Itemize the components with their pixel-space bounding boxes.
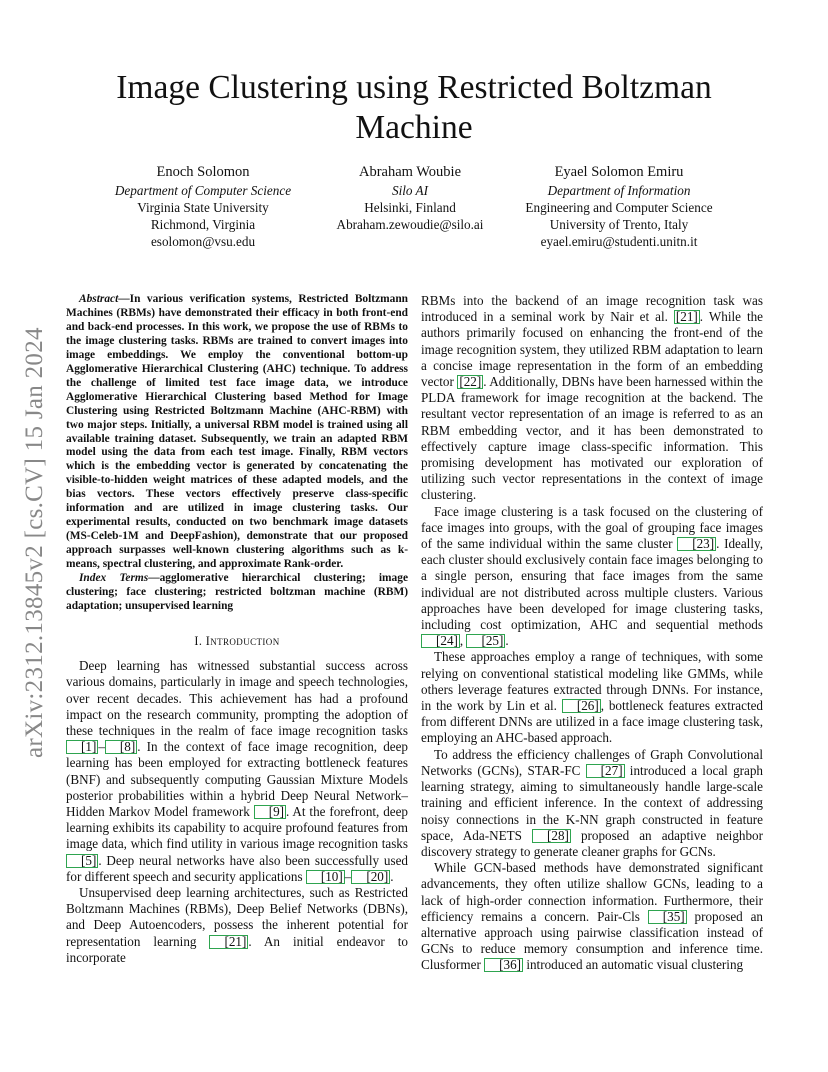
text-run: introduced a local graph learning strategy, aiming to simultaneously handle large-scale training and efficient inference. In the context of addressing noisy connections in the K-NN graph constructed in feature space, Ada-NETS	[421, 762, 763, 843]
text-run: –	[98, 739, 105, 755]
text-run: proposed an alternative approach using pairwise classification instead of GCNs to reduce memory consumption and inference time. Clusformer	[421, 908, 763, 973]
author-department-line2: Engineering and Computer Science	[525, 200, 713, 215]
text-run: Deep learning has witnessed substantial success across various domains, particularly in image and speech technologies, over recent decades. This achievement has had a profound impact on the research community, prompting the adoption of these techniques in the realm of face image recognition tasks	[66, 658, 408, 738]
section-heading-introduction: I. Introduction	[194, 633, 280, 648]
text-run: proposed an adaptive neighbor discovery strategy to generate cleaner graphs for GCNs.	[421, 827, 763, 859]
text-run: introduced an automatic visual clustering	[523, 957, 744, 973]
citation-link[interactable]: [24]	[421, 634, 460, 648]
text-run: These approaches employ a range of techniques, with some relying on conventional statistical modeling like GMMs, while others leverage features extracted through DNNs. For instance, in the work by Lin et al.	[421, 649, 763, 714]
author-institution: Virginia State University	[137, 200, 269, 215]
author-block	[499, 163, 739, 250]
abstract-label: Abstract	[79, 293, 119, 305]
author-email: eyael.emiru@studenti.unitn.it	[540, 234, 698, 249]
author-affiliation: Silo AI	[391, 183, 429, 198]
index-terms	[66, 572, 408, 614]
index-terms-text: —agglomerative hierarchical clustering; image clustering; face clustering; restricted boltzman machine (RBM) adaptation; unsupervised learning	[66, 572, 408, 612]
body-paragraph	[421, 860, 763, 973]
text-run: . While the authors primarily focused on enhancing the front-end of the image recognition system, they utilized RBM adaptation to learn a concise image representation in the form of an embedding vector	[421, 309, 764, 390]
citation-link[interactable]: [20]	[351, 870, 390, 884]
text-run: . At the forefront, deep learning exhibits its capability to acquire profound features from image data, which find utility in various image recognition tasks	[66, 803, 408, 852]
body-paragraph	[421, 293, 763, 504]
right-column	[421, 293, 763, 974]
text-run: .	[505, 633, 509, 649]
author-block	[300, 163, 520, 233]
author-affiliation: Department of Computer Science	[114, 183, 292, 198]
author-email: Abraham.zewoudie@silo.ai	[336, 217, 484, 232]
text-run: , bottleneck features extracted from different DNNs are utilized in a face image clustering task, employing an AHC-based approach.	[421, 698, 763, 746]
author-institution: University of Trento, Italy	[549, 217, 689, 232]
text-run: . In the context of face image recognition, deep learning has been employed for extracting bottleneck features (BNF) and subsequently computing Gaussian Mixture Models posterior probabilities within a hybrid Deep Neural Network–Hidden Markov Model framework	[66, 739, 408, 819]
author-block	[93, 163, 313, 250]
citation-link[interactable]: [28]	[532, 829, 571, 843]
abstract	[66, 293, 408, 572]
body-paragraph	[421, 504, 763, 650]
author-name: Enoch Solomon	[156, 164, 250, 180]
citation-link[interactable]: [10]	[306, 870, 345, 884]
citation-link[interactable]: [5]	[66, 854, 98, 868]
intro-paragraph	[66, 658, 408, 885]
text-run: . Ideally, each cluster should exclusively contain face images belonging to a single person, ensuring that face images from the same individual are not distributed across multiple clusters. Various approaches have been developed for image clustering tasks, including cost optimization, AHC and sequential methods	[421, 536, 763, 633]
text-run: Face image clustering is a task focused on the clustering of face images into groups, with the goal of grouping face images of the same individual within the same cluster	[421, 503, 763, 552]
text-run: While GCN-based methods have demonstrated significant advancements, they often utilize shallow GCNs, leading to a lack of high-order connection information. Furthermore, their efficiency remains a concern. Pair-Cls	[421, 860, 763, 924]
text-run: . Deep neural networks have also been successfully used for different speech and security applications	[66, 852, 408, 884]
author-name: Eyael Solomon Emiru	[554, 164, 684, 180]
author-affiliation: Department of Information	[547, 183, 691, 198]
text-run: . Additionally, DBNs have been harnessed within the PLDA framework for image recognition at the backend. The resultant vector representation of an image is referred to as an RBM embedding vector, and it has been demonstrated to effectively capture image class-specific information. This promising development has motivated our exploration of utilizing such vector representations in the context of image clustering.	[421, 374, 763, 503]
left-column	[66, 293, 408, 966]
text-run: Unsupervised deep learning architectures, such as Restricted Boltzmann Machines (RBMs), Deep Belief Networks (DBNs), and Deep Autoencoders, possess the inherent potential for representation learning	[66, 884, 408, 949]
author-location: Richmond, Virginia	[150, 217, 256, 232]
citation-link[interactable]: [27]	[586, 764, 625, 778]
abstract-text: —In various verification systems, Restricted Boltzmann Machines (RBMs) have demonstrated their efficacy in both front-end and back-end processes. In this work, we propose the use of RBMs to the image clustering tasks. RBMs are trained to convert images into image embeddings. We employ the conventional bottom-up Agglomerative Hierarchical Clustering (AHC) technique. To address the challenge of limited test face image data, we introduce Agglomerative Hierarchical Clustering based Method for Image Clustering using Restricted Boltzmann Machine (AHC-RBM) with two major steps. Initially, a universal RBM model is trained using all available training dataset. Subsequently, we train an adapted RBM model using the data from each test image. Finally, RBM vectors which is the embedding vector is generated by concatenating the visible-to-hidden weight matrices of these adapted models, and the bias vectors. These vectors effectively preserve class-specific information and are utilized in image clustering tasks. Our experimental results, conducted on two benchmark image datasets (MS-Celeb-1M and DeepFashion), demonstrate that our proposed approach surpasses well-known clustering algorithms such as k-means, spectral clustering, and approximate Rank-order.	[66, 293, 408, 571]
citation-link[interactable]: [21]	[209, 935, 248, 949]
author-location: Helsinki, Finland	[364, 200, 456, 215]
text-run: –	[344, 868, 352, 884]
index-terms-label: Index Terms	[79, 572, 149, 585]
text-run: To address the efficiency challenges of Graph Convolutional Networks (GCNs), STAR-FC	[421, 746, 763, 778]
citation-link[interactable]: [25]	[466, 634, 505, 648]
text-run: .	[390, 868, 394, 884]
author-email: esolomon@vsu.edu	[150, 234, 256, 249]
author-name: Abraham Woubie	[358, 164, 462, 180]
paper-title: Image Clustering using Restricted Boltzman Machine	[116, 69, 712, 146]
text-run: . An initial endeavor to incorporate	[66, 933, 408, 965]
citation-link[interactable]: [36]	[484, 958, 523, 972]
citation-link[interactable]: [1]	[66, 740, 98, 754]
citation-link[interactable]: [9]	[254, 805, 286, 819]
citation-link[interactable]: [8]	[105, 740, 137, 754]
citation-link[interactable]: [21]	[675, 309, 698, 325]
body-paragraph	[421, 649, 763, 746]
text-run: ,	[459, 633, 467, 649]
text-run: RBMs into the backend of an image recognition task was introduced in a seminal work by Nair et al.	[421, 293, 763, 325]
citation-link[interactable]: [35]	[648, 910, 687, 924]
citation-link[interactable]: [26]	[562, 699, 601, 713]
citation-link[interactable]: [23]	[677, 537, 716, 551]
intro-paragraph	[66, 885, 408, 966]
arxiv-identifier-stamp: arXiv:2312.13845v2 [cs.CV] 15 Jan 2024	[21, 327, 48, 758]
body-paragraph	[421, 747, 763, 860]
citation-link[interactable]: [22]	[459, 374, 482, 390]
